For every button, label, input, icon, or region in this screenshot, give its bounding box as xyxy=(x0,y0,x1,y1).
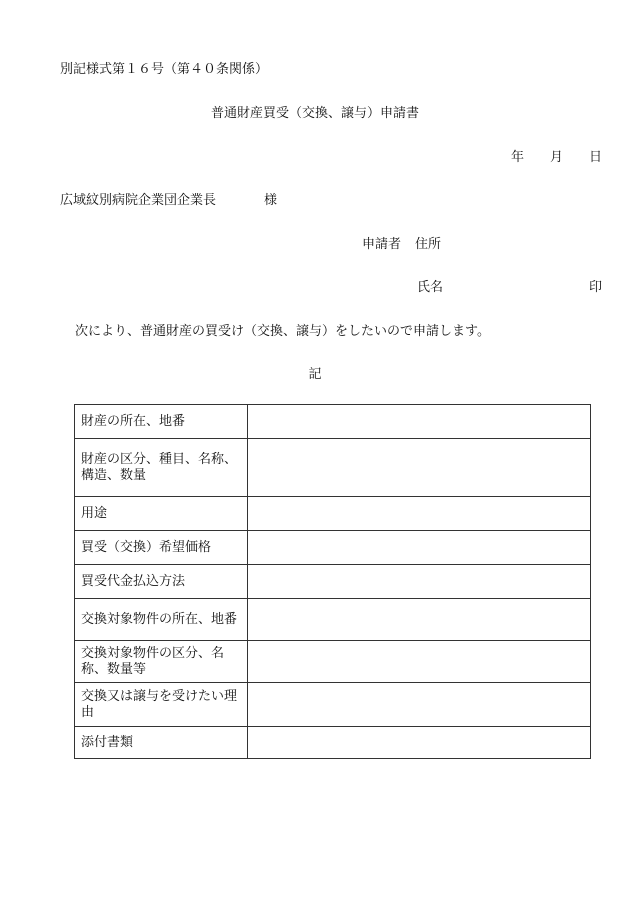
addressee xyxy=(60,193,277,209)
row-label: 添付書類 xyxy=(75,727,248,759)
row-label: 財産の所在、地番 xyxy=(75,405,248,439)
document-title: 普通財産買受（交換、譲与）申請書 xyxy=(210,106,419,121)
row-value-field[interactable] xyxy=(248,439,591,497)
date-year-label: 年 xyxy=(510,150,524,165)
table-row xyxy=(75,439,591,497)
table-row xyxy=(75,497,591,531)
row-label: 買受（交換）希望価格 xyxy=(75,531,248,565)
table-row xyxy=(75,683,591,727)
applicant-address-label: 住所 xyxy=(415,237,442,252)
row-label: 用途 xyxy=(75,497,248,531)
date-day-label: 日 xyxy=(588,150,602,165)
seal-label: 印 xyxy=(588,280,602,295)
row-label: 財産の区分、種目、名称、構造、数量 xyxy=(75,439,248,497)
form-number: 別記様式第１６号（第４０条関係） xyxy=(60,62,269,77)
row-label: 交換対象物件の区分、名称、数量等 xyxy=(75,641,248,683)
row-value-field[interactable] xyxy=(248,405,591,439)
row-value-field[interactable] xyxy=(248,641,591,683)
date-line xyxy=(511,150,602,166)
row-value-field[interactable] xyxy=(248,565,591,599)
table-row xyxy=(75,565,591,599)
date-month-label: 月 xyxy=(549,150,563,165)
applicant-role-label: 申請者 xyxy=(362,237,402,252)
row-value-field[interactable] xyxy=(248,599,591,641)
row-label: 交換対象物件の所在、地番 xyxy=(75,599,248,641)
row-value-field[interactable] xyxy=(248,497,591,531)
ki-heading: 記 xyxy=(308,367,322,382)
row-label: 交換又は譲与を受けたい理由 xyxy=(75,683,248,727)
items-table xyxy=(74,404,591,759)
row-value-field[interactable] xyxy=(248,531,591,565)
row-value-field[interactable] xyxy=(248,727,591,759)
row-label: 買受代金払込方法 xyxy=(75,565,248,599)
table-row xyxy=(75,641,591,683)
addressee-name: 広域紋別病院企業団企業長 xyxy=(60,193,217,208)
application-statement: 次により、普通財産の買受け（交換、譲与）をしたいので申請します。 xyxy=(75,324,490,339)
table-row xyxy=(75,405,591,439)
applicant-name-label: 氏名 xyxy=(417,280,444,295)
table-row xyxy=(75,727,591,759)
table-row xyxy=(75,531,591,565)
table-row xyxy=(75,599,591,641)
addressee-honorific: 様 xyxy=(264,193,278,208)
row-value-field[interactable] xyxy=(248,683,591,727)
applicant-address-line xyxy=(362,237,441,253)
